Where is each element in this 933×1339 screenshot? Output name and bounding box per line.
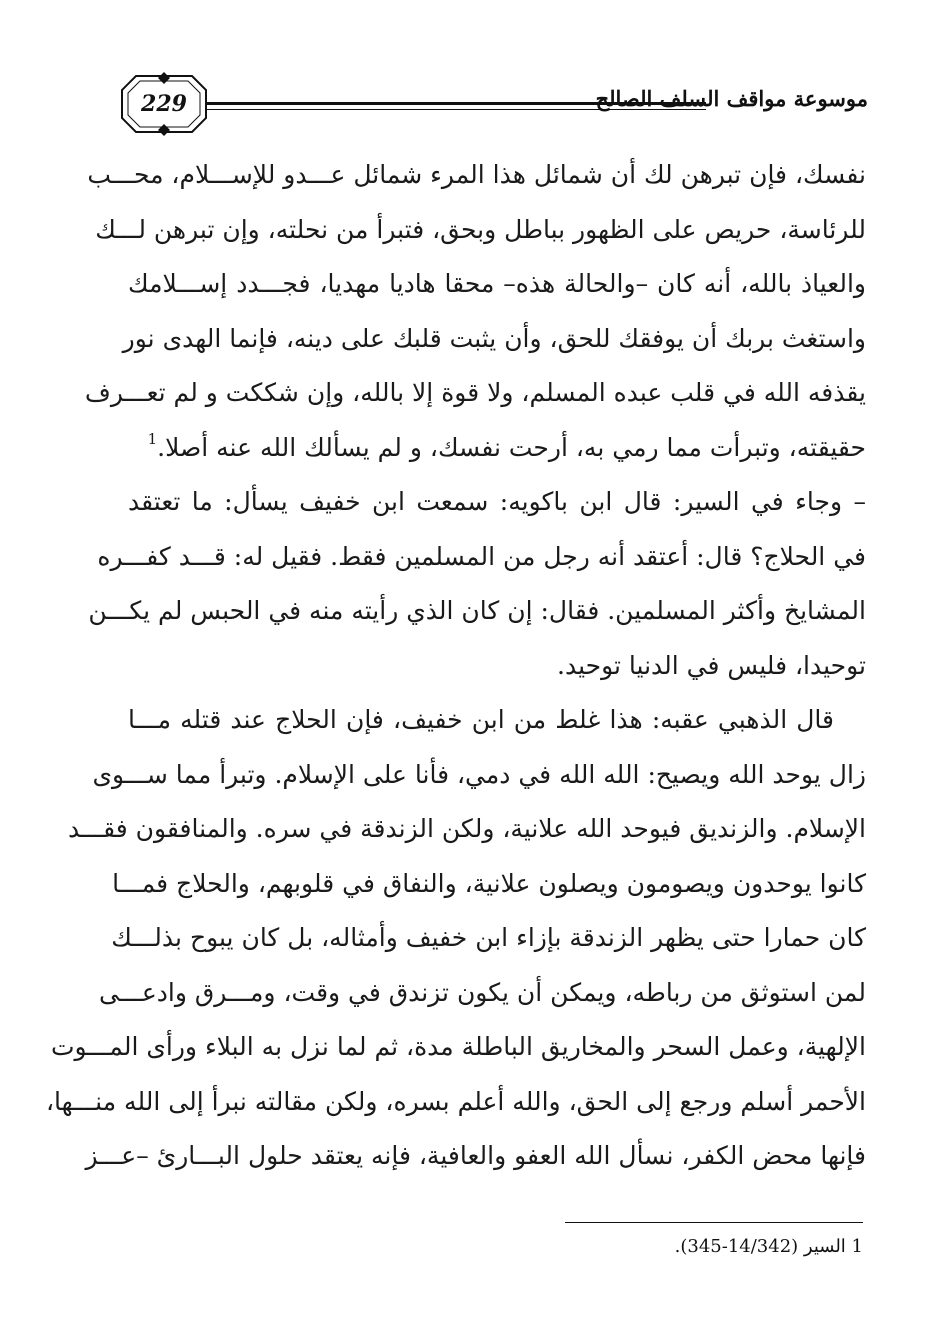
text-line — [128, 421, 866, 476]
footnote-number: 1 — [851, 1236, 863, 1257]
page-header — [120, 72, 868, 136]
text-line: كانوا يوحدون ويصومون ويصلون علانية، والنفاق في قلوبهم، والحلاج فمـــا — [112, 868, 866, 898]
text-line: الأحمر أسلم ورجع إلى الحق، والله أعلم بسره، ولكن مقالته نبرأ إلى الله منـــها، — [45, 1086, 866, 1116]
text-line: للرئاسة، حريص على الظهور بباطل وبحق، فتبرأ من نحلته، وإن تبرهن لـــك — [95, 214, 866, 244]
text-line: لمن استوثق من رباطه، ويمكن أن يكون تزندق في وقت، ومـــرق وادعـــى — [99, 977, 866, 1007]
text-line: يقذفه الله في قلب عبده المسلم، ولا قوة إلا بالله، وإن شككت و لم تعـــرف — [84, 378, 866, 407]
book-title: موسوعة مواقف السلف الصالح — [595, 86, 868, 111]
text-line: واستغث بربك أن يوفقك للحق، وأن يثبت قلبك على دينه، فإنما الهدى نور — [122, 323, 866, 353]
text-line: زال يوحد الله ويصيح: الله الله في دمي، فأنا على الإسلام. وتبرأ مما ســـوى — [92, 759, 866, 789]
page-number-badge — [120, 72, 208, 136]
footnote — [675, 1236, 863, 1257]
footnote-marker: 1 — [147, 429, 158, 448]
footnote-rule — [565, 1222, 863, 1223]
text-line: كان حمارا حتى يظهر الزندقة بإزاء ابن خفيف وأمثاله، بل كان يبوح بذلـــك — [111, 923, 866, 952]
text-line: والعياذ بالله، أنه كان –والحالة هذه– محقا هاديا مهديا، فجـــدد إســـلامك — [128, 269, 866, 298]
text-line: توحيدا، فليس في الدنيا توحيد. — [557, 650, 866, 680]
text-line: الإلهية، وعمل السحر والمخاريق الباطلة مدة، ثم لما نزل به البلاء ورأى المـــوت — [50, 1032, 866, 1061]
text-line-content: حقيقته، وتبرأت مما رمي به، أرحت نفسك، و لم يسألك الله عنه أصلا. — [157, 432, 866, 462]
text-line: قال الذهبي عقبه: هذا غلط من ابن خفيف، فإن الحلاج عند قتله مـــا — [128, 705, 834, 734]
text-line: نفسك، فإن تبرهن لك أن شمائل هذا المرء شمائل عـــدو للإســـلام، محـــب — [87, 160, 866, 189]
text-line: – وجاء في السير: قال ابن باكويه: سمعت ابن خفيف يسأل: ما تعتقد — [128, 487, 866, 516]
text-line: المشايخ وأكثر المسلمين. فقال: إن كان الذي رأيته منه في الحبس لم يكـــن — [88, 596, 866, 625]
page-number: 229 — [141, 91, 187, 117]
main-text — [45, 148, 866, 1184]
text-line: الإسلام. والزنديق فيوحد الله علانية، ولكن الزندقة في سره. والمنافقون فقـــد — [67, 814, 866, 843]
text-line: في الحلاج؟ قال: أعتقد أنه رجل من المسلمين فقط. فقيل له: قـــد كفـــره — [97, 541, 866, 571]
footnote-text: السير (14/342-345). — [674, 1236, 846, 1257]
text-line: فإنها محض الكفر، نسأل الله العفو والعافية، فإنه يعتقد حلول البـــارئ –عـــز — [85, 1141, 866, 1170]
